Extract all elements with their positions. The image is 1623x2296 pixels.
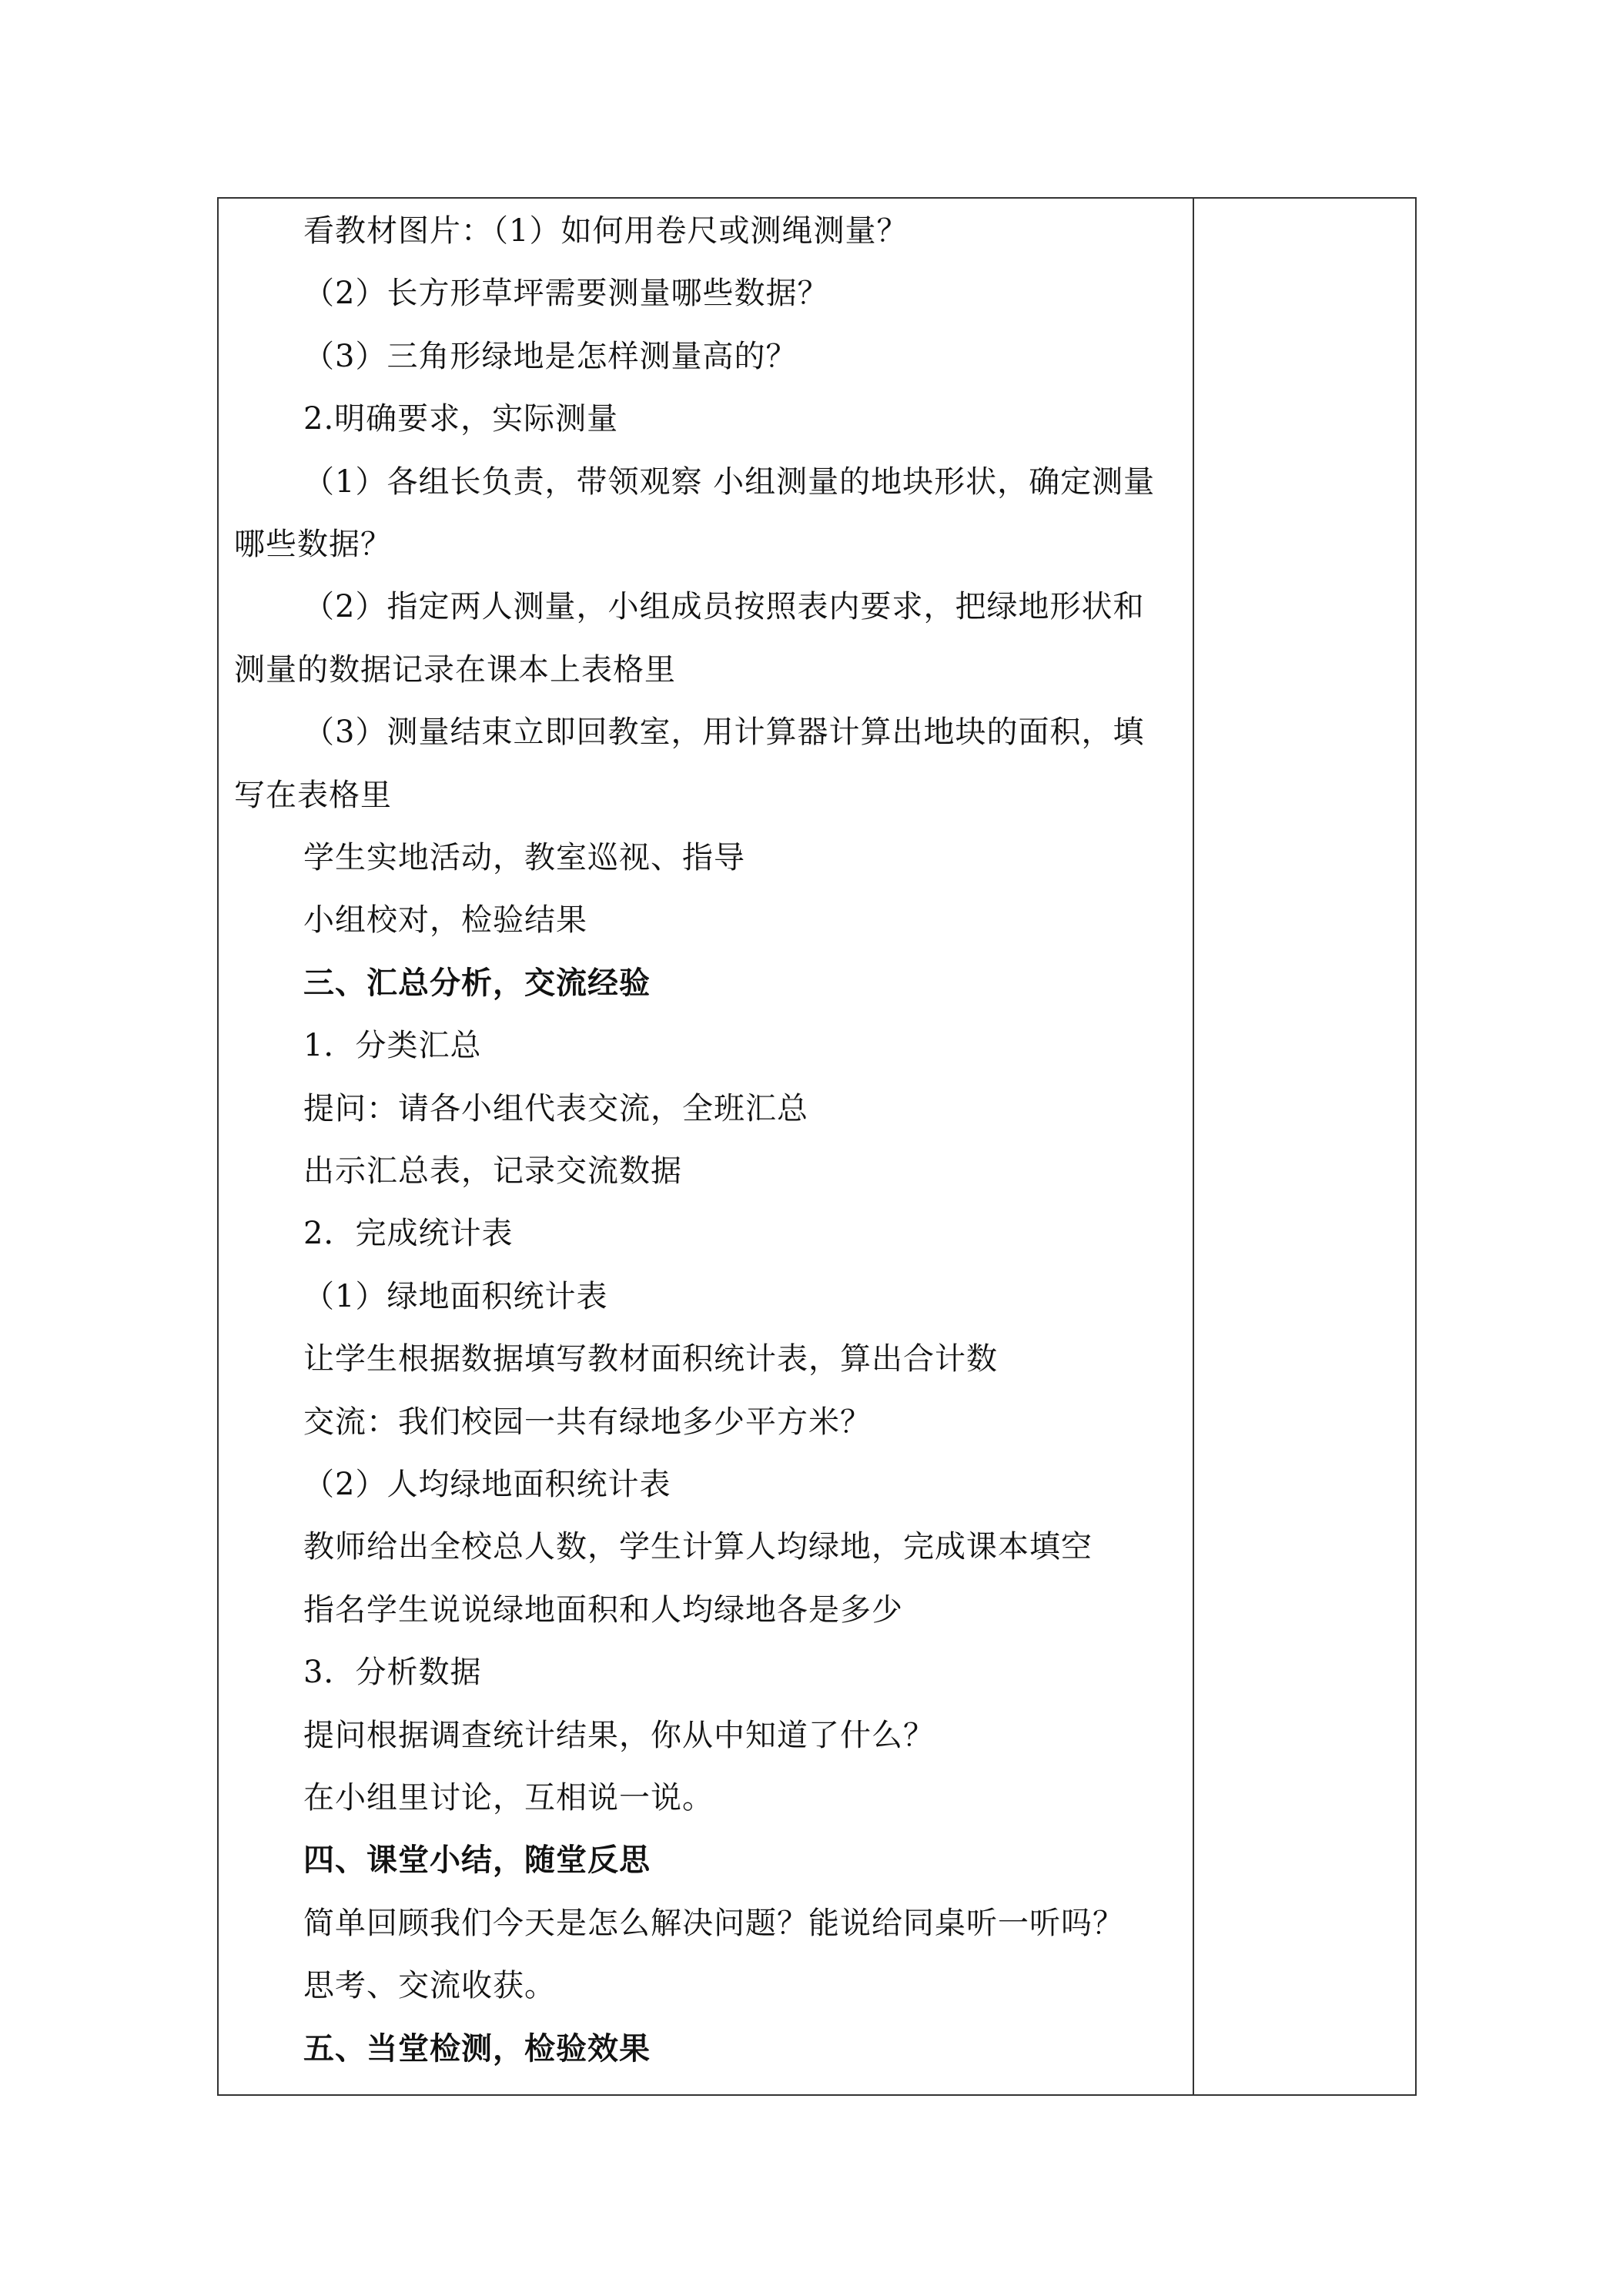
text-line: （2）长方形草坪需要测量哪些数据？ [303,276,829,312]
table-column-divider [1193,199,1194,2094]
text-line: 2.明确要求，实际测量 [303,401,619,437]
section-heading: 五、当堂检测，检验效果 [303,2030,651,2067]
text-line: 看教材图片：（1）如何用卷尺或测绳测量？ [303,213,909,249]
text-line: 小组校对，检验结果 [303,902,587,939]
lesson-content-cell [219,199,1193,2094]
text-line: 出示汇总表，记录交流数据 [303,1153,682,1189]
section-heading: 四、课堂小结，随堂反思 [303,1842,651,1879]
text-line: 在小组里讨论，互相说一说。 [303,1780,714,1816]
text-line: （1）各组长负责，带领观察 小组测量的地块形状，确定测量 [303,464,1156,500]
text-line: 学生实地活动，教室巡视、指导 [303,840,745,875]
text-line: 哪些数据？ [234,527,392,562]
text-line: 指名学生说说绿地面积和人均绿地各是多少 [303,1591,903,1628]
text-line: 提问根据调查统计结果，你从中知道了什么？ [303,1717,935,1753]
text-line: 简单回顾我们今天是怎么解决问题？能说给同桌听一听吗？ [303,1905,1124,1941]
text-line: 写在表格里 [234,777,392,813]
text-line: 3．分析数据 [303,1655,482,1691]
text-line: 交流：我们校园一共有绿地多少平方米？ [303,1404,872,1440]
text-line: （3）三角形绿地是怎样测量高的？ [303,338,798,374]
text-line: 测量的数据记录在课本上表格里 [234,651,676,688]
text-line: 思考、交流收获。 [303,1968,556,2004]
text-line: （3）测量结束立即回教室，用计算器计算出地块的面积，填 [303,715,1145,751]
text-line: 2．完成统计表 [303,1216,514,1252]
section-heading: 三、汇总分析，交流经验 [303,964,651,1001]
text-line: 1．分类汇总 [303,1028,482,1064]
text-line: 教师给出全校总人数，学生计算人均绿地，完成课本填空 [303,1529,1093,1565]
text-line: 让学生根据数据填写教材面积统计表，算出合计数 [303,1341,998,1377]
text-line: （1）绿地面积统计表 [303,1278,608,1314]
lesson-plan-table [217,197,1417,2096]
text-line: （2）人均绿地面积统计表 [303,1467,671,1502]
text-line: 提问：请各小组代表交流，全班汇总 [303,1090,808,1126]
text-line: （2）指定两人测量，小组成员按照表内要求，把绿地形状和 [303,589,1145,625]
